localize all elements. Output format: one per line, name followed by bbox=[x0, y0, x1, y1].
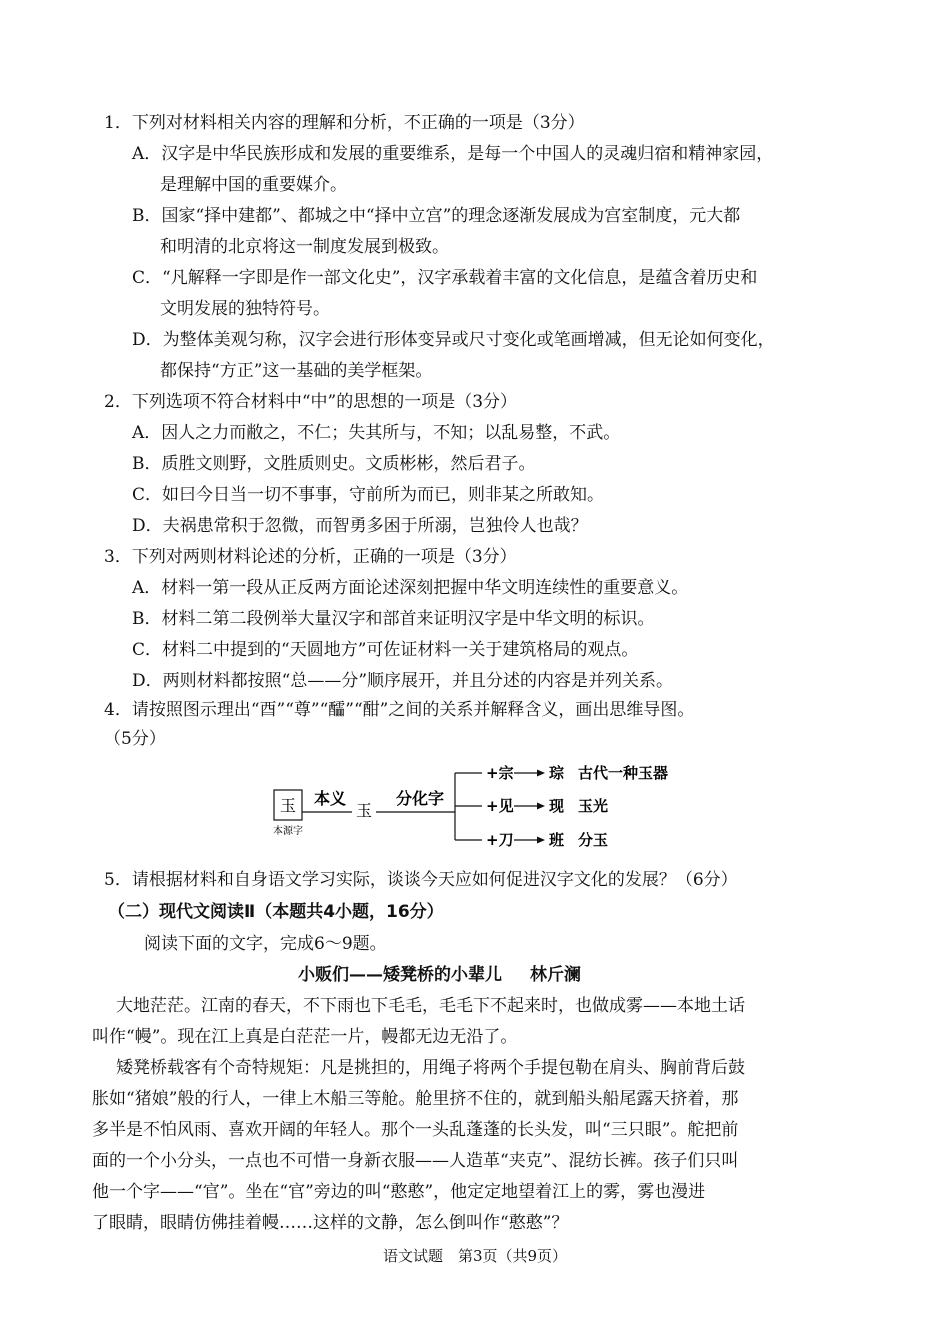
branch-2 bbox=[486, 797, 608, 815]
q2-option-b: B．质胜文则野，文胜质则史。文质彬彬，然后君子。 bbox=[132, 454, 536, 474]
q1-option-a-cont: 是理解中国的重要媒介。 bbox=[160, 175, 347, 195]
q2-option-a: A．因人之力而敝之，不仁；失其所与，不知；以乱易整，不武。 bbox=[132, 423, 621, 443]
branch-3-char: 班 bbox=[549, 831, 565, 849]
passage-p2-line5: 他一个字——“官”。坐在“官”旁边的叫“憨憨”，他定定地望着江上的雾，雾也漫进 bbox=[92, 1182, 706, 1202]
q1-option-c-cont: 文明发展的独特符号。 bbox=[160, 299, 330, 319]
q3-option-b: B．材料二第二段例举大量汉字和部首来证明汉字是中华文明的标识。 bbox=[132, 609, 655, 629]
branch-1-char: 琮 bbox=[549, 764, 565, 782]
q1-option-c: C．“凡解释一字即是作一部文化史”，汉字承载着丰富的文化信息，是蕴含着历史和 bbox=[132, 268, 758, 288]
branch-1 bbox=[486, 764, 668, 782]
q3-option-d: D．两则材料都按照“总——分”顺序展开，并且分述的内容是并列关系。 bbox=[132, 671, 674, 691]
root-char: 玉 bbox=[279, 796, 297, 815]
q3-stem: 3．下列对两则材料论述的分析，正确的一项是（3分） bbox=[104, 547, 517, 567]
q1-stem: 1．下列对材料相关内容的理解和分析，不正确的一项是（3分） bbox=[104, 113, 585, 133]
passage-p2-line1: 矮凳桥载客有个奇特规矩：凡是挑担的，用绳子将两个手提包勒在肩头、胸前背后鼓 bbox=[116, 1058, 745, 1078]
q1-option-b-cont: 和明清的北京将这一制度发展到极致。 bbox=[160, 237, 449, 257]
arrow-2-head bbox=[537, 803, 545, 810]
branch-2-char: 现 bbox=[549, 797, 565, 815]
section-heading: （二）现代文阅读Ⅱ（本题共4小题，16分） bbox=[108, 902, 444, 922]
q4-points: （5分） bbox=[104, 729, 166, 749]
passage-p2-line4: 面的一个小分头，一点也不可惜一身新衣服——人造革“夹克”、混纺长裤。孩子们只叫 bbox=[92, 1151, 739, 1171]
label-origin: 本义 bbox=[313, 789, 347, 808]
branch-3-add: +刀 bbox=[486, 831, 514, 849]
branch-1-add: +宗 bbox=[486, 764, 514, 782]
arrow-1-head bbox=[537, 770, 545, 777]
branch-2-meaning: 玉光 bbox=[578, 797, 609, 815]
q3-option-a: A．材料一第一段从正反两方面论述深刻把握中华文明连续性的重要意义。 bbox=[132, 578, 689, 598]
passage-author: 林斤澜 bbox=[530, 965, 581, 985]
passage-p1-line2: 叫作“幔”。现在江上真是白茫茫一片，幔都无边无沿了。 bbox=[92, 1027, 518, 1047]
passage-p2-line2: 胀如“猪娘”般的行人，一律上木船三等舱。舱里挤不住的，就到船头船尾露天挤着，那 bbox=[92, 1089, 739, 1109]
q1-option-d: D．为整体美观匀称，汉字会进行形体变异或尺寸变化或笔画增减，但无论如何变化， bbox=[132, 330, 775, 350]
q1-option-b: B．国家“择中建都”、都城之中“择中立宫”的理念逐渐发展成为宫室制度，元大都 bbox=[132, 206, 741, 226]
mid-char: 玉 bbox=[355, 801, 373, 820]
page-footer: 语文试题 第3页（共9页） bbox=[382, 1247, 568, 1265]
passage-p1-line1: 大地茫茫。江南的春天，不下雨也下毛毛，毛毛下不起来时，也做成雾——本地土话 bbox=[116, 996, 745, 1016]
branch-1-meaning: 古代一种玉器 bbox=[578, 764, 669, 782]
q1-option-d-cont: 都保持“方正”这一基础的美学框架。 bbox=[160, 361, 433, 381]
q2-option-d: D．夫祸患常积于忽微，而智勇多困于所溺，岂独伶人也哉？ bbox=[132, 516, 588, 536]
branch-3 bbox=[486, 831, 608, 849]
mind-map-diagram bbox=[260, 752, 700, 852]
root-caption: 本源字 bbox=[273, 826, 303, 837]
branch-3-meaning: 分玉 bbox=[578, 831, 609, 849]
q3-option-c: C．材料二中提到的“天圆地方”可佐证材料一关于建筑格局的观点。 bbox=[132, 640, 639, 660]
passage-title: 小贩们——矮凳桥的小辈儿 bbox=[298, 965, 502, 985]
q5-stem: 5．请根据材料和自身语文学习实际，谈谈今天应如何促进汉字文化的发展？（6分） bbox=[104, 870, 738, 890]
passage-p2-line6: 了眼睛，眼睛仿佛挂着幔……这样的文静，怎么倒叫作“憨憨”？ bbox=[92, 1213, 569, 1233]
q2-stem: 2．下列选项不符合材料中“中”的思想的一项是（3分） bbox=[104, 392, 518, 412]
arrow-3-head bbox=[537, 837, 545, 844]
branch-2-add: +见 bbox=[486, 797, 514, 815]
q2-option-c: C．如曰今日当一切不事事，守前所为而已，则非某之所敢知。 bbox=[132, 485, 605, 505]
q1-option-a: A．汉字是中华民族形成和发展的重要维系，是每一个中国人的灵魂归宿和精神家园， bbox=[132, 144, 774, 164]
passage-p2-line3: 多半是不怕风雨、喜欢开阔的年轻人。那个一头乱蓬蓬的长头发，叫“三只眼”。舵把前 bbox=[92, 1120, 739, 1140]
label-split: 分化字 bbox=[395, 789, 445, 808]
q4-stem: 4．请按照图示理出“酉”“尊”“醽”“酣”之间的关系并解释含义，画出思维导图。 bbox=[104, 700, 695, 720]
reading-instruction: 阅读下面的文字，完成6～9题。 bbox=[144, 934, 387, 954]
